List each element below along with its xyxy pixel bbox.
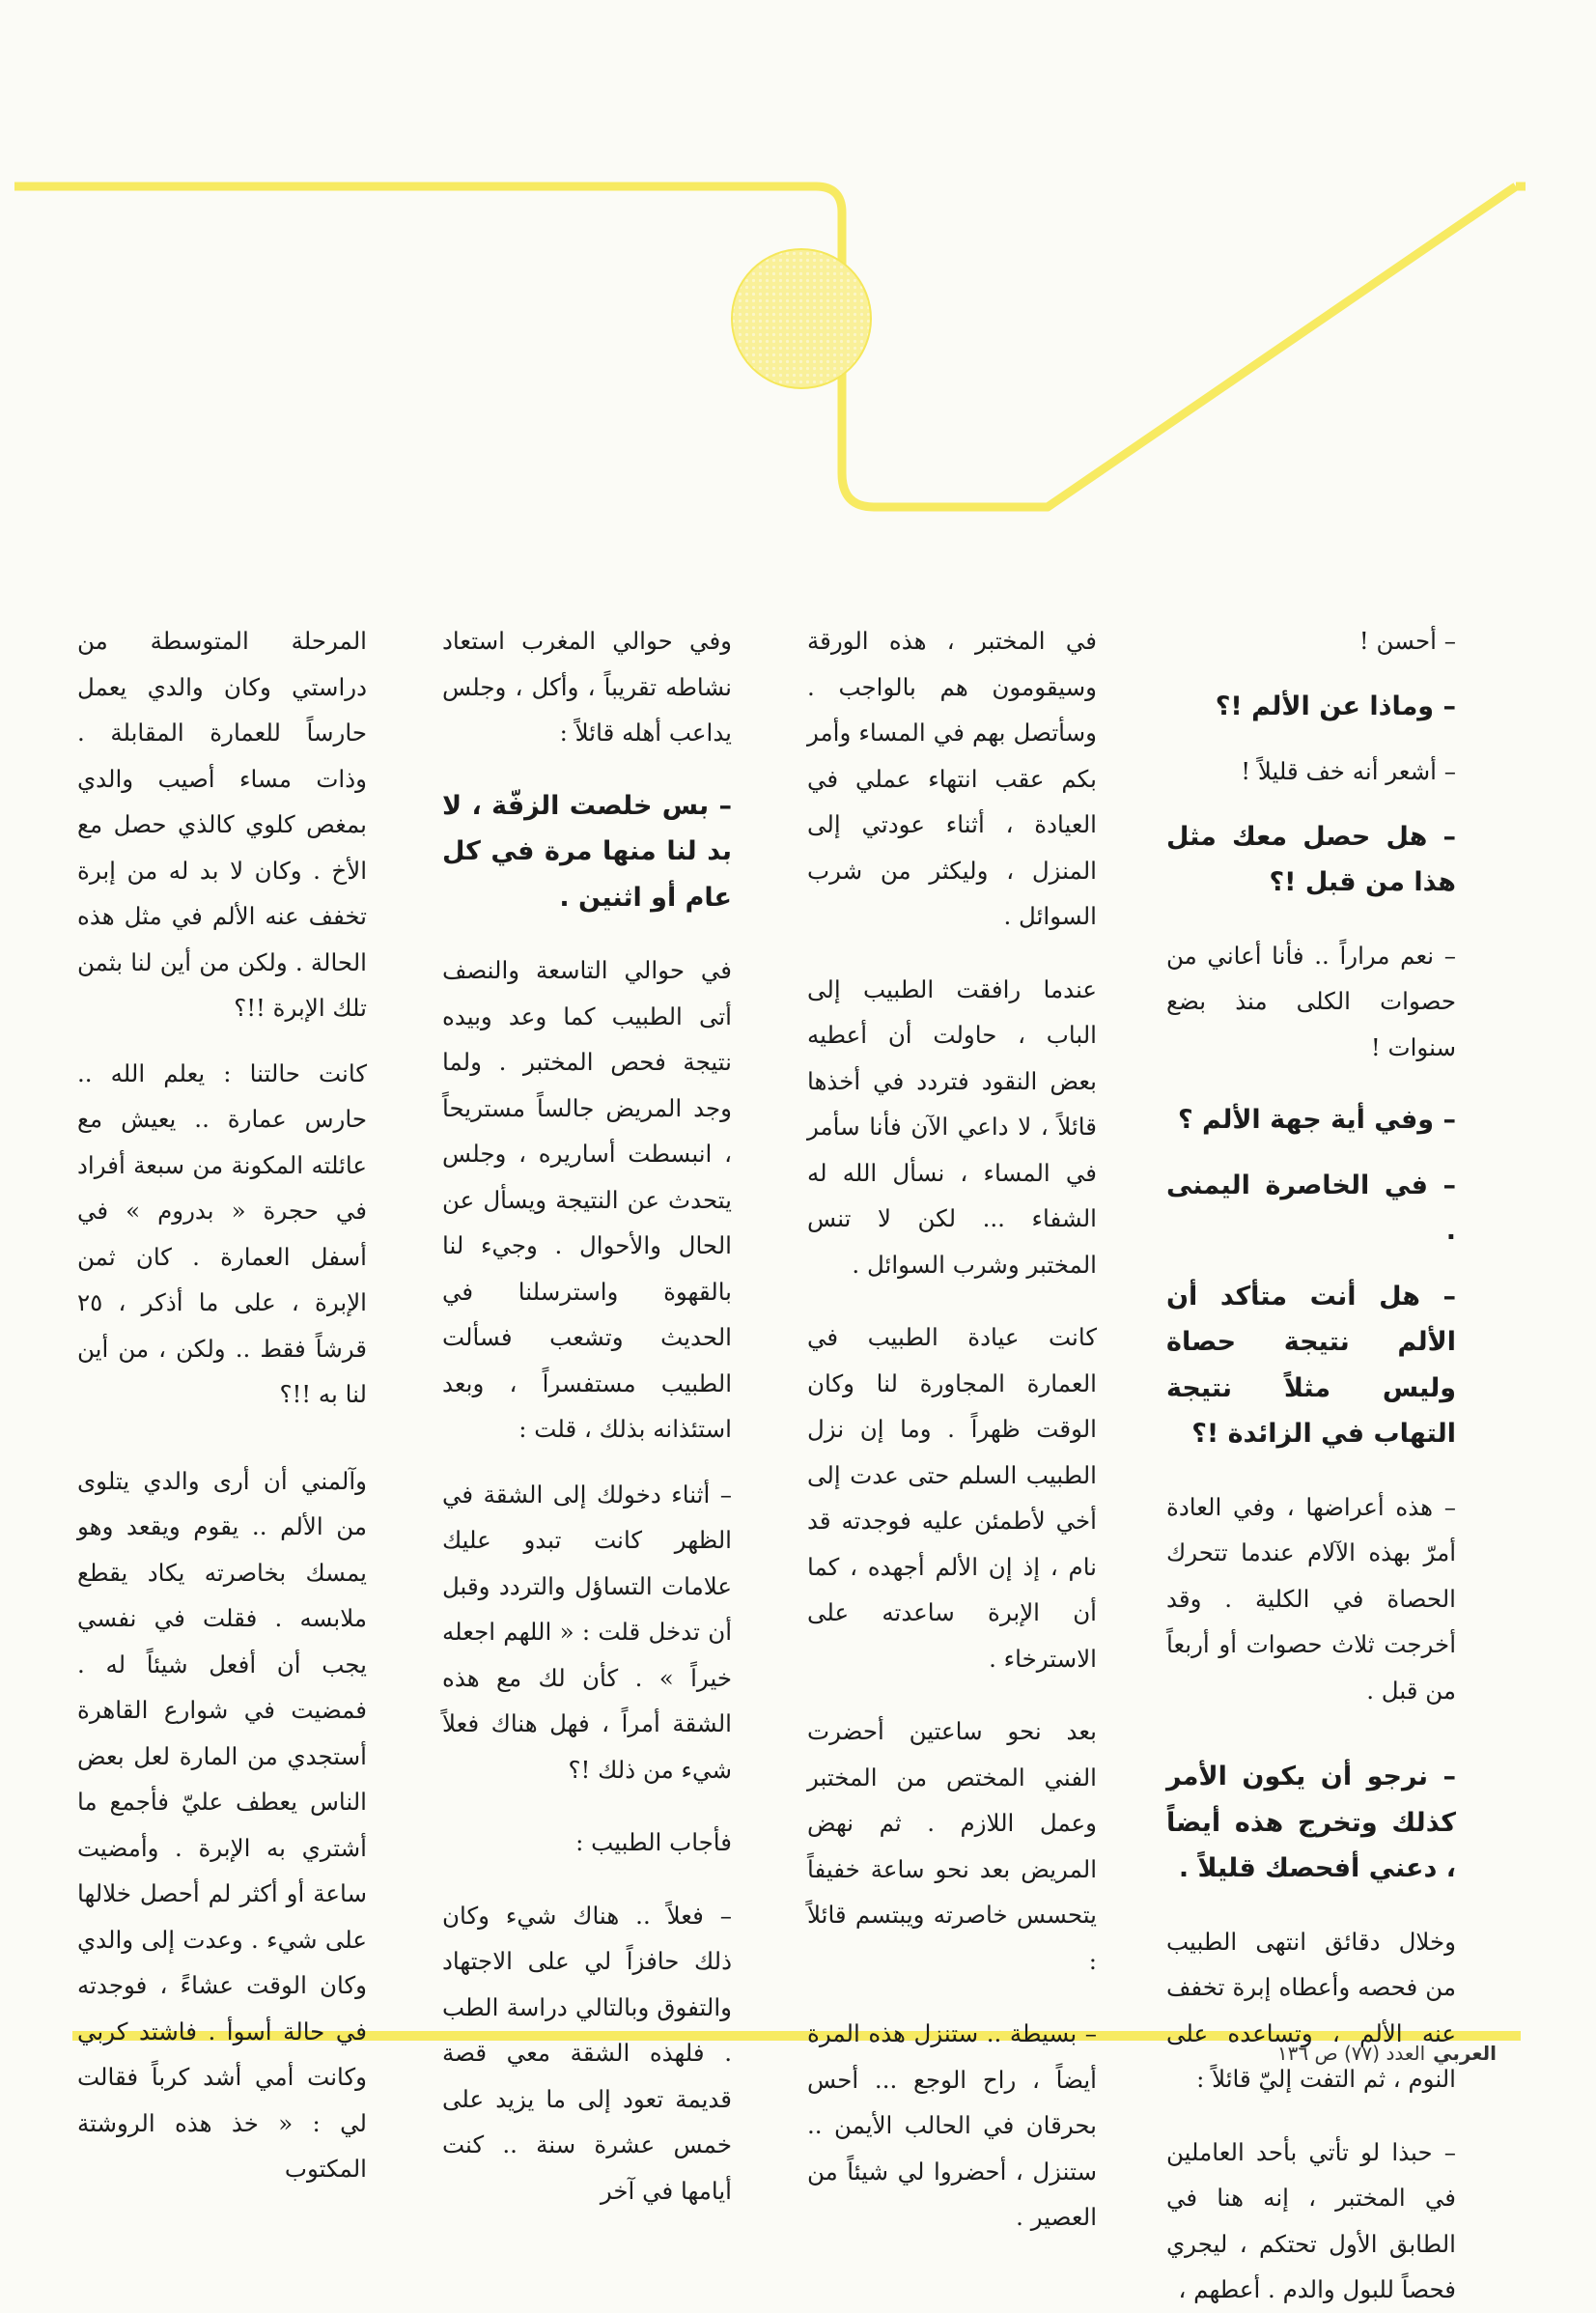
paragraph: كانت عيادة الطبيب في العمارة المجاورة لنا وكان الوقت ظهراً . وما إن نزل الطبيب السلم حتى عدت إلى أخي لأطمئن عليه فوجدته قد نام ، إذ إن الألم أجهده ، كما أن الإبرة ساعدته على الاسترخاء . xyxy=(807,1323,1097,1673)
paragraph: – أشعر أنه خف قليلاً ! xyxy=(1241,757,1456,785)
magazine-name: العربي xyxy=(1433,2042,1497,2065)
paragraph: – نرجو أن يكون الأمر كذلك وتخرج هذه أيضاً ، دعني أفحصك قليلاً . xyxy=(1166,1762,1456,1883)
paragraph: – حبذا لو تأتي بأحد العاملين في المختبر ، إنه هنا في الطابق الأول تحتكم ، ليجري فحصاً للبول والدم . أعطهم ، xyxy=(1166,2137,1456,2303)
paragraph: – هل حصل معك مثل هذا من قبل !؟ xyxy=(1166,821,1456,897)
paragraph: فأجاب الطبيب : xyxy=(575,1828,732,1856)
paragraph: – هذه أعراضها ، وفي العادة أمرّ بهذه الآلام عندما تتحرك الحصاة في الكلية . وقد أخرجت ثلاث حصوات أو أربعاً من قبل . xyxy=(1166,1492,1456,1705)
paragraph: في المختبر ، هذه الورقة وسيقومون هم بالواجب . وسأتصل بهم في المساء وأمر بكم عقب انتهاء عملي في العيادة ، أثناء عودتي إلى المنزل ، وليكثر من شرب السوائل . xyxy=(807,627,1097,930)
paragraph: – في الخاصرة اليمنى . xyxy=(1166,1170,1456,1246)
paragraph: – هل أنت متأكد أن الألم نتيجة حصاة وليس مثلاً نتيجة التهاب في الزائدة !؟ xyxy=(1166,1281,1456,1449)
paragraph: – أحسن ! xyxy=(1358,627,1456,655)
paragraph: وآلمني أن أرى والدي يتلوى من الألم .. يقوم ويقعد وهو يمسك بخاصرته يكاد يقطع ملابسه . فقلت في نفسي يجب أن أفعل شيئاً له . فمضيت في شوارع القاهرة أستجدي من المارة لعل بعض الناس يعطف عليّ فأجمع ما أشتري به الإبرة . وأمضيت ساعة أو أكثر لم أحصل خلالها على شيء . وعدت إلى والدي وكان الوقت عشاءً ، فوجدته في حالة أسوأ . فاشتد كربي وكانت أمي أشد كرباً فقالت لي : « خذ هذه الروشتة المكتوب xyxy=(77,1466,367,2183)
paragraph: كانت حالتنا : يعلم الله .. حارس عمارة .. يعيش مع عائلته المكونة من سبعة أفراد في حجرة « بدروم » في أسفل العمارة . كان ثمن الإبرة ، على ما أذكر ، ٢٥ قرشاً فقط .. ولكن ، من أين لنا به !!؟ xyxy=(77,1058,367,1408)
paragraph: – نعم مراراً .. فأنا أعاني من حصوات الكلى منذ بضع سنوات ! xyxy=(1166,941,1456,1061)
text-column-2 xyxy=(807,618,1097,2231)
dotted-circle xyxy=(732,249,871,388)
text-column-4 xyxy=(77,618,367,2183)
paragraph: المرحلة المتوسطة من دراستي وكان والدي يعمل حارساً للعمارة المقابلة . وذات مساء أصيب والدي بمغص كلوي كالذي حصل مع الأخ . وكان لا بد له من إبرة تخفف عنه الألم في مثل هذه الحالة . ولكن من أين لنا بثمن تلك الإبرة !!؟ xyxy=(77,627,367,1022)
issue-page: العدد (٧٧) ص ١٣٦ xyxy=(1276,2042,1426,2065)
text-column-3 xyxy=(442,618,732,2205)
page-footer xyxy=(1178,2042,1497,2065)
paragraph: – أثناء دخولك إلى الشقة في الظهر كانت تبدو عليك علامات التساؤل والتردد وقبل أن تدخل قلت : « اللهم اجعله خيراً » . كأن لك مع هذه الشقة أمراً ، فهل هناك فعلاً شيء من ذلك !؟ xyxy=(442,1480,732,1784)
paragraph: – بسيطة .. ستنزل هذه المرة أيضاً ، راح الوجع ... أحس بحرقان في الحالب الأيمن .. ستنزل ، أحضروا لي شيئاً من العصير . xyxy=(807,2019,1097,2231)
paragraph: – فعلاً .. هناك شيء وكان ذلك حافزاً لي على الاجتهاد والتفوق وبالتالي دراسة الطب . فلهذه الشقة معي قصة قديمة تعود إلى ما يزيد على خمس عشرة سنة .. كنت أيامها في آخر xyxy=(442,1901,732,2205)
paragraph: وفي حوالي المغرب استعاد نشاطه تقريباً ، وأكل ، وجلس يداعب أهله قائلاً : xyxy=(442,627,732,747)
paragraph: وخلال دقائق انتهى الطبيب من فحصه وأعطاه إبرة تخفف عنه الألم ، وتساعده على النوم ، ثم التفت إليّ قائلاً : xyxy=(1166,1927,1456,2093)
paragraph: عندما رافقت الطبيب إلى الباب ، حاولت أن أعطيه بعض النقود فتردد في أخذها قائلاً ، لا داعي الآن فأنا سأمر في المساء ، نسأل الله له الشفاء ... لكن لا تنس المختبر وشرب السوائل . xyxy=(807,974,1097,1279)
paragraph: في حوالي التاسعة والنصف أتى الطبيب كما وعد وبيده نتيجة فحص المختبر . ولما وجد المريض جالساً مستريحاً ، انبسطت أساريره ، وجلس يتحدث عن النتيجة ويسأل عن الحال والأحوال . وجيء لنا بالقهوة واسترسلنا في الحديث وتشعب فسألت الطبيب مستفسراً ، وبعد استئذانه بذلك ، قلت : xyxy=(442,956,732,1443)
paragraph: – وماذا عن الألم !؟ xyxy=(1215,691,1456,721)
paragraph: – وفي أية جهة الألم ؟ xyxy=(1177,1105,1456,1135)
paragraph: بعد نحو ساعتين أحضرت الفني المختص من المختبر وعمل اللازم . ثم نهض المريض بعد نحو ساعة خفيفاً يتحسس خاصرته ويبتسم قائلاً : xyxy=(807,1717,1097,1975)
paragraph: – بس خلصت الزفّة ، لا بد لنا منها مرة في كل عام أو اثنين . xyxy=(442,790,732,913)
